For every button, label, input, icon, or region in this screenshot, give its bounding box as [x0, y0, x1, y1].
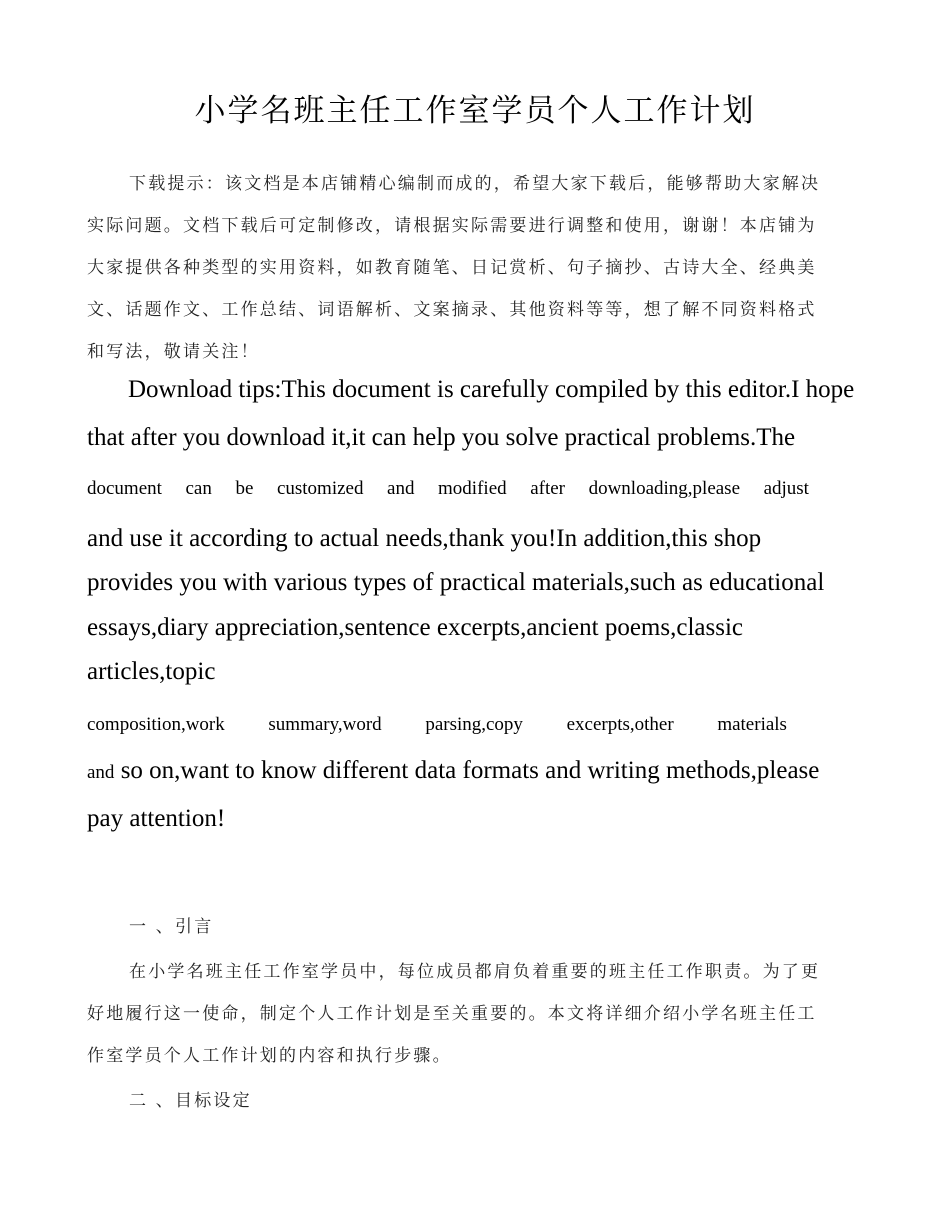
section-heading-goals: 二 、目标设定 — [129, 1091, 252, 1111]
tip-en-line-3 — [87, 478, 809, 500]
tip-en-line-6: essays,diary appreciation,sentence excerpts,ancient poems,classic — [87, 614, 743, 641]
tip-en-word: can — [185, 478, 212, 499]
document-title: 小学名班主任工作室学员个人工作计划 — [194, 93, 756, 129]
tip-en-line-9 — [87, 757, 877, 785]
tip-en-line-8 — [87, 714, 787, 736]
tip-en-line-7: articles,topic — [87, 658, 216, 685]
section1-line-2: 好地履行这一使命，制定个人工作计划是至关重要的。本文将详细介绍小学名班主任工 — [87, 1004, 817, 1024]
tip-en-word: summary,word — [268, 714, 382, 735]
section-heading-intro: 一 、引言 — [129, 917, 214, 937]
tip-en-word: and — [387, 478, 415, 499]
tip-cn-line-2: 实际问题。文档下载后可定制修改，请根据实际需要进行调整和使用，谢谢！本店铺为 — [87, 216, 817, 236]
tip-en-and: and — [87, 762, 115, 783]
tip-en-word: be — [235, 478, 254, 499]
tip-en-word: composition,work — [87, 714, 225, 735]
tip-cn-line-3: 大家提供各种类型的实用资料，如教育随笔、日记赏析、句子摘抄、古诗大全、经典美 — [87, 258, 817, 278]
section1-line-3: 作室学员个人工作计划的内容和执行步骤。 — [87, 1046, 452, 1066]
tip-en-word: document — [87, 478, 162, 499]
tip-en-line-9-rest: so on,want to know different data formats and writing methods,please — [114, 757, 820, 784]
tip-en-word: modified — [438, 478, 507, 499]
tip-en-word: customized — [276, 478, 364, 499]
tip-en-word: adjust — [763, 478, 809, 499]
tip-en-line-5: provides you with various types of practical materials,such as educational — [87, 569, 825, 596]
tip-en-word: materials — [717, 714, 787, 735]
tip-en-word: parsing,copy — [425, 714, 523, 735]
tip-en-line-4: and use it according to actual needs,thank you!In addition,this shop — [87, 525, 762, 552]
tip-en-word: after — [530, 478, 566, 499]
tip-en-line-2: that after you download it,it can help you solve practical problems.The — [87, 424, 796, 451]
tip-en-line-10: pay attention! — [87, 805, 226, 832]
tip-en-word: downloading,please — [588, 478, 741, 499]
tip-cn-line-5: 和写法，敬请关注！ — [87, 342, 260, 362]
tip-en-line-1: Download tips:This document is carefully compiled by this editor.I hope — [128, 376, 855, 403]
section1-line-1: 在小学名班主任工作室学员中，每位成员都肩负着重要的班主任工作职责。为了更 — [129, 962, 821, 982]
tip-en-word: excerpts,other — [566, 714, 674, 735]
tip-cn-line-4: 文、话题作文、工作总结、词语解析、文案摘录、其他资料等等，想了解不同资料格式 — [87, 300, 817, 320]
tip-cn-line-1: 下载提示：该文档是本店铺精心编制而成的，希望大家下载后，能够帮助大家解决 — [129, 174, 821, 194]
